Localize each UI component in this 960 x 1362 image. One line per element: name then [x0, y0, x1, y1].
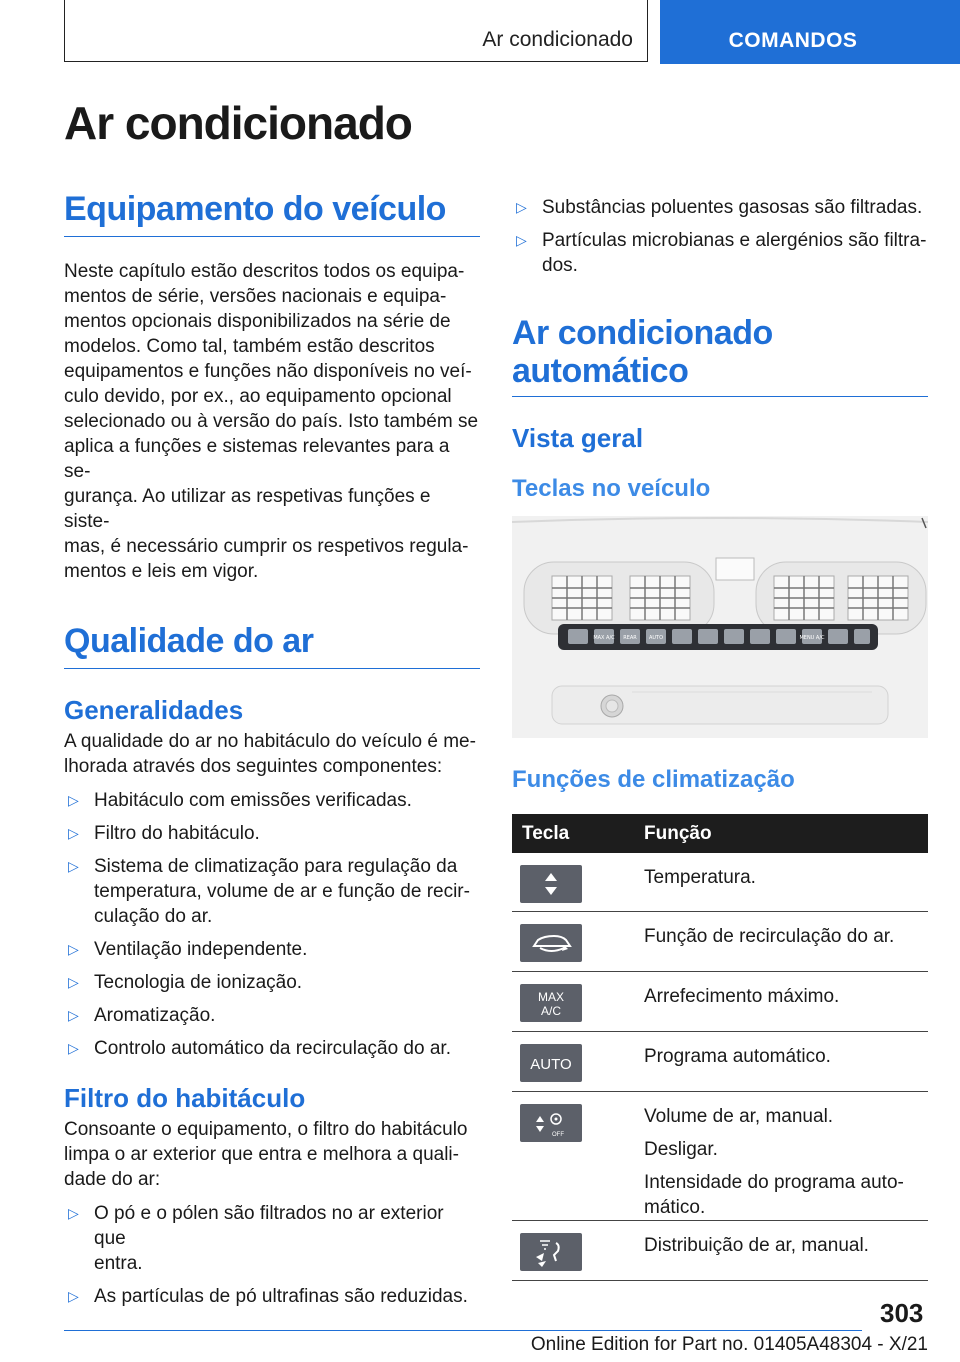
climate-panel-illustration [512, 516, 928, 738]
page-header [0, 0, 960, 66]
ac-label: A/C [540, 1004, 562, 1018]
triangle-bullet-icon: ▷ [68, 858, 79, 874]
table-row [512, 1092, 928, 1221]
triangle-bullet-icon: ▷ [68, 941, 79, 957]
text-line: equipamentos e funções não disponíveis no veí- [64, 361, 472, 382]
air-distribution-icon [520, 1233, 582, 1271]
header-section-title: Ar condicionado [482, 28, 633, 51]
table-row [512, 912, 928, 972]
heading-rule [64, 668, 480, 669]
function-text: Volume de ar, manual. Desligar. Intensidade do programa auto- mático. [644, 1106, 904, 1218]
text-line: mentos opcionais disponibilizados na série de [64, 311, 451, 332]
list-item: ▷ Sistema de climatização para regulação da temperatura, volume de ar e função de recir- culação do ar. [68, 856, 470, 927]
footer-edition: Online Edition for Part no. 01405A48304 - X/21 [530, 1334, 928, 1355]
list-item: ▷ Substâncias poluentes gasosas são filtradas. [516, 197, 923, 218]
page-title: Ar condicionado [64, 97, 412, 149]
header-chapter-tab [660, 0, 960, 64]
table-row [512, 853, 928, 912]
heading-qualidade: Qualidade do ar [64, 622, 314, 660]
text-line: mentos e leis em vigor. [64, 561, 259, 582]
footer-rule [64, 1330, 862, 1331]
heading-generalidades: Generalidades [64, 695, 244, 725]
function-text: Temperatura. [644, 867, 756, 888]
auto-label: AUTO [530, 1056, 572, 1073]
text-line: lhorada através dos seguintes componentes: [64, 756, 443, 777]
off-label: OFF [552, 1132, 564, 1138]
triangle-bullet-icon: ▷ [68, 1288, 79, 1304]
heading-equipamento: Equipamento do veículo [64, 190, 446, 228]
triangle-bullet-icon: ▷ [68, 1205, 79, 1221]
fan-off-icon [520, 1104, 582, 1142]
panel-max-ac-label: MAX A/C [593, 635, 615, 641]
text-line: A qualidade do ar no habitáculo do veículo é me- [64, 731, 476, 752]
text-line: selecionado ou à versão do país. Isto também se [64, 411, 479, 432]
table-row [512, 1221, 928, 1281]
list-item: ▷ O pó e o pólen são filtrados no ar exterior que entra. [68, 1203, 444, 1274]
text-line: modelos. Como tal, também estão descritos [64, 336, 435, 357]
max-ac-icon [520, 984, 582, 1022]
column-header-function: Função [644, 823, 712, 844]
header-section-box [64, 0, 648, 62]
table-header [512, 814, 928, 853]
right-column [512, 195, 928, 503]
text-line: mentos de série, versões nacionais e equipa- [64, 286, 447, 307]
list-item: ▷ As partículas de pó ultrafinas são reduzidas. [68, 1286, 468, 1307]
list-item: ▷ Tecnologia de ionização. [68, 972, 303, 993]
column-header-key: Tecla [522, 823, 570, 844]
panel-auto-label: AUTO [648, 635, 664, 641]
text-line: Neste capítulo estão descritos todos os equipa- [64, 261, 465, 282]
list-item: ▷ Partículas microbianas e alergénios são filtra- dos. [516, 230, 927, 276]
function-text: Função de recirculação do ar. [644, 926, 895, 947]
text-line: Consoante o equipamento, o filtro do habitáculo [64, 1119, 468, 1140]
paragraph-filtro [64, 1117, 480, 1192]
text-line: gurança. Ao utilizar as respetivas funções e siste- [64, 486, 431, 532]
list-item: ▷ Ventilação independente. [68, 939, 308, 960]
paragraph-equipamento [64, 259, 480, 584]
function-text: Distribuição de ar, manual. [644, 1235, 869, 1256]
list-filtro [64, 1201, 480, 1309]
triangle-bullet-icon: ▷ [68, 825, 79, 841]
climate-panel-photo [512, 516, 928, 738]
heading-rule [64, 236, 480, 237]
panel-menu-ac-label: MENU A/C [799, 635, 825, 641]
recirculation-car-icon [520, 924, 582, 962]
text-line: mas, é necessário cumprir os respetivos regula- [64, 536, 469, 557]
panel-rear-label: REAR [623, 635, 637, 641]
paragraph-generalidades [64, 729, 480, 779]
temperature-arrows-icon [520, 865, 582, 903]
table-row [512, 1032, 928, 1092]
list-item: ▷ Filtro do habitáculo. [68, 823, 260, 844]
heading-teclas: Teclas no veículo [512, 475, 711, 502]
text-line: dade do ar: [64, 1169, 161, 1190]
triangle-bullet-icon: ▷ [68, 1040, 79, 1056]
heading-rule [512, 396, 928, 397]
header-chapter-label: COMANDOS [728, 29, 858, 52]
heading-vista-geral: Vista geral [512, 423, 644, 453]
heading-funcoes: Funções de climatização [512, 766, 795, 793]
list-item: ▷ Habitáculo com emissões verificadas. [68, 790, 412, 811]
climate-functions-table [512, 814, 928, 1281]
function-text: Programa automático. [644, 1046, 831, 1067]
max-label: MAX [537, 990, 565, 1004]
page-number: 303 [880, 1298, 924, 1328]
triangle-bullet-icon: ▷ [68, 792, 79, 808]
triangle-bullet-icon: ▷ [516, 232, 527, 248]
list-generalidades [64, 788, 480, 1061]
triangle-bullet-icon: ▷ [68, 1007, 79, 1023]
list-filtro-continued [512, 195, 928, 278]
triangle-bullet-icon: ▷ [68, 974, 79, 990]
heading-ar-automatico: Ar condicionado automático [512, 314, 773, 390]
text-line: aplica a funções e sistemas relevantes para a se- [64, 436, 450, 482]
heading-filtro: Filtro do habitáculo [64, 1083, 306, 1113]
function-text: Arrefecimento máximo. [644, 986, 840, 1007]
text-line: limpa o ar exterior que entra e melhora a quali- [64, 1144, 459, 1165]
text-line: culo devido, por ex., ao equipamento opcional [64, 386, 452, 407]
table-row [512, 972, 928, 1032]
auto-icon [520, 1044, 582, 1082]
triangle-bullet-icon: ▷ [516, 199, 527, 215]
list-item: ▷ Aromatização. [68, 1005, 216, 1026]
list-item: ▷ Controlo automático da recirculação do ar. [68, 1038, 451, 1059]
left-column [64, 190, 480, 1317]
